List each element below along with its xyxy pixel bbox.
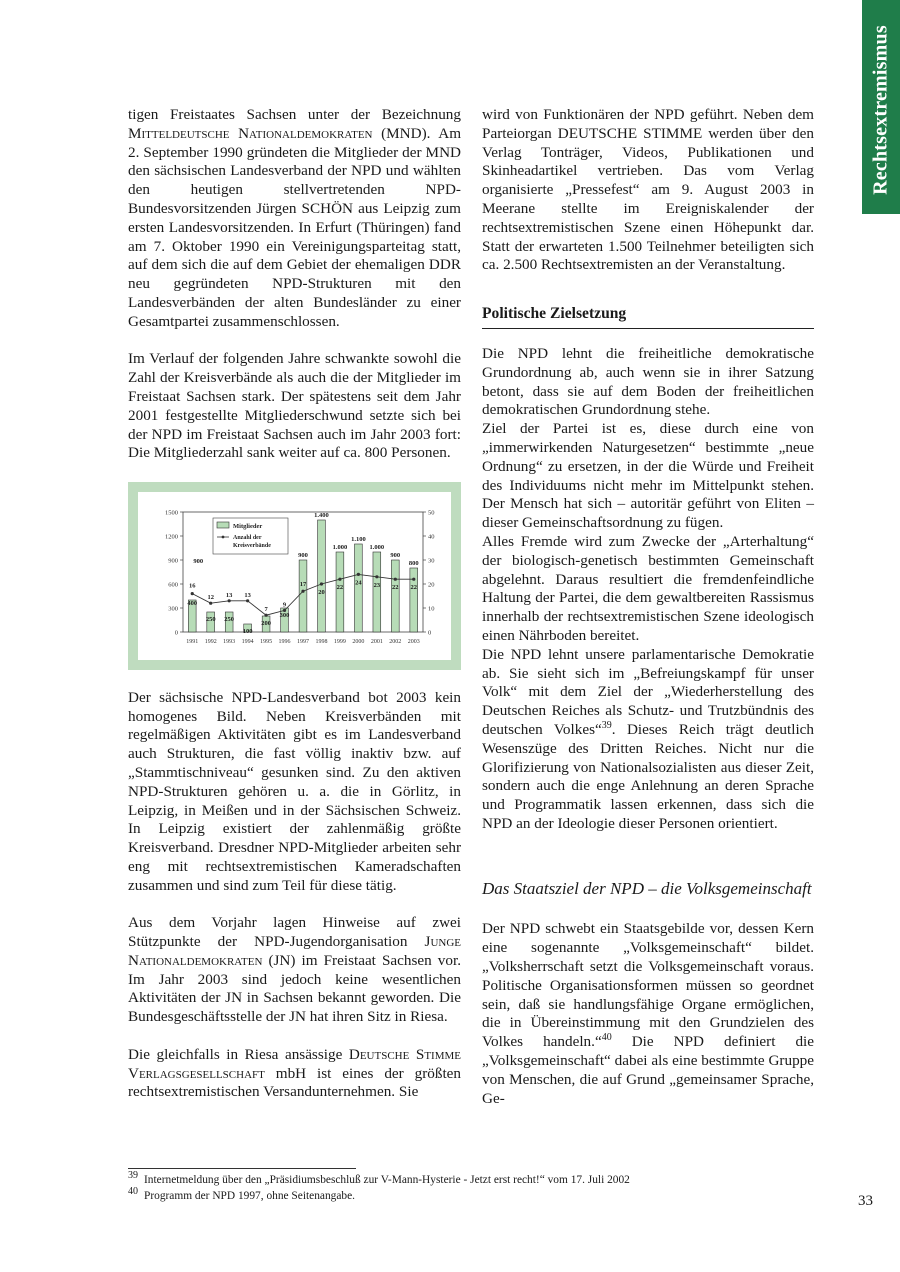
footnotes: [128, 1168, 748, 1204]
x-tick-label: 1993: [223, 638, 236, 645]
line-point: [246, 599, 249, 602]
legend-bar-label: Mitglieder: [233, 522, 263, 530]
paragraph: [482, 646, 814, 834]
right-tick-label: 20: [428, 581, 435, 589]
right-tick-label: 30: [428, 557, 435, 565]
x-tick-label: 2001: [370, 638, 383, 645]
right-tick-label: 50: [428, 509, 435, 517]
org-name: Mitteldeutsche Nationaldemokraten: [128, 124, 373, 142]
bar-value-label: 400: [187, 599, 198, 607]
text-span: mbH ist eines der größten rechtsextremistischen Versandunternehmen. Sie: [128, 1064, 461, 1101]
bar-value-label: 1.000: [369, 543, 385, 551]
text-span: (JN) im Freistaat Sachsen vor. Im Jahr 2003 sind jedoch keine wesentlichen Aktivitäten der JN in Sachsen bekannt geworden. Die Bundesgeschäftsstelle der JN hat ihren Sitz in Riesa.: [128, 951, 461, 1026]
bar: [318, 520, 326, 632]
line-point: [209, 602, 212, 605]
section-tab-label: Rechtsextremismus: [869, 25, 892, 195]
text-span: tigen Freistaates Sachsen unter der Bezeichnung: [128, 106, 461, 123]
footnote-ref[interactable]: 39: [601, 719, 612, 731]
line-point: [301, 590, 304, 593]
text-span: . Dieses Reich trägt deutlich Wesenszüge des Dritten Reiches. Nicht nur die Glorifizierung von Nationalsozialisten aus dieser Zeit, sondern auch die enge Anlehnung an deren Sprache und Programmatik lassen erkennen, dass sich die NPD an der Ideologie dieser Personen orientiert.: [482, 720, 814, 832]
line-value-label: 16: [188, 582, 196, 590]
line-point: [264, 614, 267, 617]
line-value-label: 22: [336, 584, 344, 592]
line-value-label: 24: [355, 579, 362, 587]
bar: [391, 560, 399, 632]
line-value-label: 22: [392, 584, 399, 592]
bar-value-label: 900: [390, 551, 401, 559]
x-tick-label: 2003: [407, 638, 420, 645]
bar: [336, 552, 344, 632]
bar: [355, 544, 363, 632]
paragraph: Alles Fremde wird zum Zwecke der „Arterhaltung“ der biologisch-genetisch bestimmten Gemeinschaft abgelehnt. Daraus resultiert die fremdenfeindliche Haltung der Partei, die dem gewaltbereiten Rassismus innerhalb der rechtsextremistischen Szene ideologisch einen Nährboden bereitet.: [482, 532, 814, 644]
footnote-number: 39: [128, 1170, 138, 1182]
x-tick-label: 1992: [204, 638, 217, 645]
bar-value-label: 1.000: [332, 543, 348, 551]
line-point: [375, 575, 378, 578]
bar-value-label: 900: [298, 551, 308, 559]
legend-line-label-2: Kreisverbände: [233, 542, 271, 549]
extra-value-label: 900: [193, 557, 204, 565]
line-value-label: 7: [264, 606, 268, 614]
legend-bar-swatch: [217, 522, 229, 528]
footnote-number: 40: [128, 1186, 138, 1198]
paragraph: Die NPD lehnt die freiheitliche demokratische Grundordnung ab, auch wenn sie in ihrer Satzung betont, dass sie auf dem Boden der freiheitlichen demokratischen Grundordnung stehe.: [482, 344, 814, 419]
bar-value-label: 1.100: [351, 535, 366, 543]
right-tick-label: 10: [428, 605, 435, 613]
line-value-label: 13: [225, 591, 233, 599]
footnote-rule: [128, 1168, 356, 1169]
line-point: [412, 578, 415, 581]
footnote-ref[interactable]: 40: [601, 1032, 612, 1044]
right-column: [482, 106, 814, 1108]
text-span: Die NPD definiert die „Volksgemeinschaft“ dabei als eine bestimmte Gruppe von Menschen, die auf Grund „gemeinsamer Sprache, Ge-: [482, 1033, 814, 1107]
line-value-label: 22: [410, 584, 418, 592]
x-tick-label: 1997: [297, 638, 309, 645]
bar: [299, 560, 307, 632]
member-chart: [128, 482, 461, 670]
paragraph: [128, 106, 461, 332]
x-tick-label: 1994: [241, 638, 254, 645]
line-point: [320, 582, 323, 585]
footnote-text: Programm der NPD 1997, ohne Seitenangabe.: [144, 1190, 355, 1202]
bar: [410, 568, 418, 632]
line-value-label: 12: [207, 594, 214, 602]
footnote: [128, 1172, 748, 1188]
left-tick-label: 0: [174, 629, 178, 637]
text-span: Die NPD lehnt unsere parlamentarische Demokratie ab. Sie sieht sich im „Befreiungskampf für unser Volk“ mit dem Ziel der „Wiederherstellung des Deutschen Reiches als Schutz- und Trutzbündnis des deutschen Volkes“: [482, 645, 814, 738]
paragraph: [482, 920, 814, 1108]
paragraph: [128, 914, 461, 1027]
text-span: Der NPD schwebt ein Staatsgebilde vor, dessen Kern eine sogenannte „Volksgemeinschaft“ bildet. „Volksherrschaft setzt die Volksgemeinschaft voraus. Politische Organisationsformen müssen so geordnet sein, daß sie handlungsfähige Organe ermöglichen, die in Übereinstimmung mit den Grundzielen des Volkes handeln.“: [482, 920, 814, 1051]
text-span: Die gleichfalls in Riesa ansässige: [128, 1045, 349, 1063]
x-tick-label: 1999: [333, 638, 346, 645]
paragraph: Ziel der Partei ist es, diese durch eine von „immerwirkenden Naturgesetzen“ bestimmte „neue Ordnung“ zu ersetzen, in der die Würde und Freiheit des Individuums nicht mehr im Mittelpunkt stehen. Der Mensch hat sich – autoritär geführt von Eliten – dieser Gemeinschaftsordnung zu fügen.: [482, 420, 814, 532]
x-tick-label: 1995: [260, 638, 273, 645]
text-span: (MND). Am 2. September 1990 gründeten die Mitglieder der MND den sächsischen Landesverband der NPD und wählten den heutigen stellvertretenden NPD-Bundesvorsitzenden Jürgen SCHÖN aus Leipzig zum ersten Landesvorsitzenden. In Erfurt (Thüringen) fand am 7. Oktober 1990 ein Vereinigungsparteitag statt, auf dem sich die auf dem Gebiet der ehemaligen DDR neu gegründeten NPD-Strukturen mit den Landesverbänden der alten Bundesländer zu einer Gesamtpartei zusammenschlossen.: [128, 124, 462, 330]
x-tick-label: 1996: [278, 638, 291, 645]
left-tick-label: 1200: [165, 533, 178, 541]
org-name: Deutsche Stimme Verlagsgesellschaft: [128, 1045, 462, 1082]
left-tick-label: 1500: [165, 509, 178, 517]
bar-value-label: 1.400: [314, 511, 329, 519]
line-point: [394, 578, 397, 581]
bar-value-label: 100: [242, 627, 253, 635]
line-point: [191, 592, 194, 595]
bar-value-label: 200: [261, 619, 271, 627]
left-tick-label: 600: [168, 581, 178, 589]
bar-value-label: 300: [279, 611, 290, 619]
paragraph: Der sächsische NPD-Landesverband bot 2003 kein homogenes Bild. Neben Kreisverbänden mit regelmäßigen Aktivitäten gibt es im Landesverband auch Strukturen, die fast völlig inaktiv bzw. auf „Stammtischniveau“ gesunken sind. Zu den aktiven NPD-Strukturen gehören u. a. die in Görlitz, in Leipzig, in Meißen und in der Sächsischen Schweiz. In Leipzig existiert der zahlenmäßig größte Kreisverband. Dresdner NPD-Mitglieder arbeiten sehr eng mit rechtsextremistischen Kameradschaften zusammen und sind zum Teil für diese tätig.: [128, 688, 461, 894]
x-tick-label: 1998: [315, 638, 328, 645]
page-number: 33: [858, 1193, 873, 1209]
chart-svg: [138, 492, 451, 660]
left-tick-label: 300: [168, 605, 178, 613]
bar: [373, 552, 381, 632]
section-tab: [862, 0, 900, 214]
org-name: Junge Nationaldemokraten: [128, 933, 461, 969]
x-tick-label: 1991: [186, 638, 199, 645]
paragraph: Im Verlauf der folgenden Jahre schwankte sowohl die Zahl der Kreisverbände als auch die der Mitglieder im Freistaat Sachsen stark. Der spätestens seit dem Jahr 2001 festgestellte Mitgliederschwund setzte sich bei der NPD im Freistaat Sachsen auch im Jahr 2003 fort: Die Mitgliederzahl sank weiter auf ca. 800 Personen.: [128, 350, 461, 462]
line-value-label: 9: [282, 601, 287, 609]
paragraph: [128, 1046, 461, 1102]
x-tick-label: 2000: [352, 638, 365, 645]
paragraph: wird von Funktionären der NPD geführt. Neben dem Parteiorgan DEUTSCHE STIMME werden über den Verlag Tonträger, Videos, Publikationen und Skinheadartikel vertrieben. Das vom Verlag organisierte „Pressefest“ am 9. August 2003 in Meerane stellte im Ereigniskalender der rechtsextremistischen Szene einen Höhepunkt dar. Statt der erwarteten 1.500 Teilnehmer beteiligten sich ca. 2.500 Rechtsextremisten an der Veranstaltung.: [482, 106, 814, 274]
footnote: [128, 1188, 748, 1204]
left-tick-label: 900: [168, 557, 178, 565]
line-value-label: 13: [244, 591, 251, 599]
bar-value-label: 250: [205, 615, 216, 623]
bar-value-label: 800: [408, 559, 419, 567]
bar-value-label: 250: [224, 615, 235, 623]
x-tick-label: 2002: [389, 638, 402, 645]
section-heading: Das Staatsziel der NPD – die Volksgemeinschaft: [482, 878, 812, 898]
legend-line-label-1: Anzahl der: [233, 534, 262, 541]
line-point: [338, 578, 341, 581]
line-value-label: 23: [373, 581, 381, 589]
line-value-label: 17: [299, 581, 307, 589]
line-point: [357, 573, 360, 576]
line-value-label: 20: [318, 588, 325, 596]
right-tick-label: 40: [428, 533, 435, 541]
legend-line-marker: [222, 536, 225, 539]
left-column: [128, 106, 461, 1102]
right-tick-label: 0: [428, 629, 432, 637]
line-point: [228, 599, 231, 602]
section-heading: Politische Zielsetzung: [482, 305, 814, 329]
footnote-text: Internetmeldung über den „Präsidiumsbeschluß zur V-Mann-Hysterie - Jetzt erst recht!“ vom 17. Juli 2002: [144, 1174, 630, 1186]
text-span: Aus dem Vorjahr lagen Hinweise auf zwei Stützpunkte der NPD-Jugendorganisation: [128, 914, 461, 951]
